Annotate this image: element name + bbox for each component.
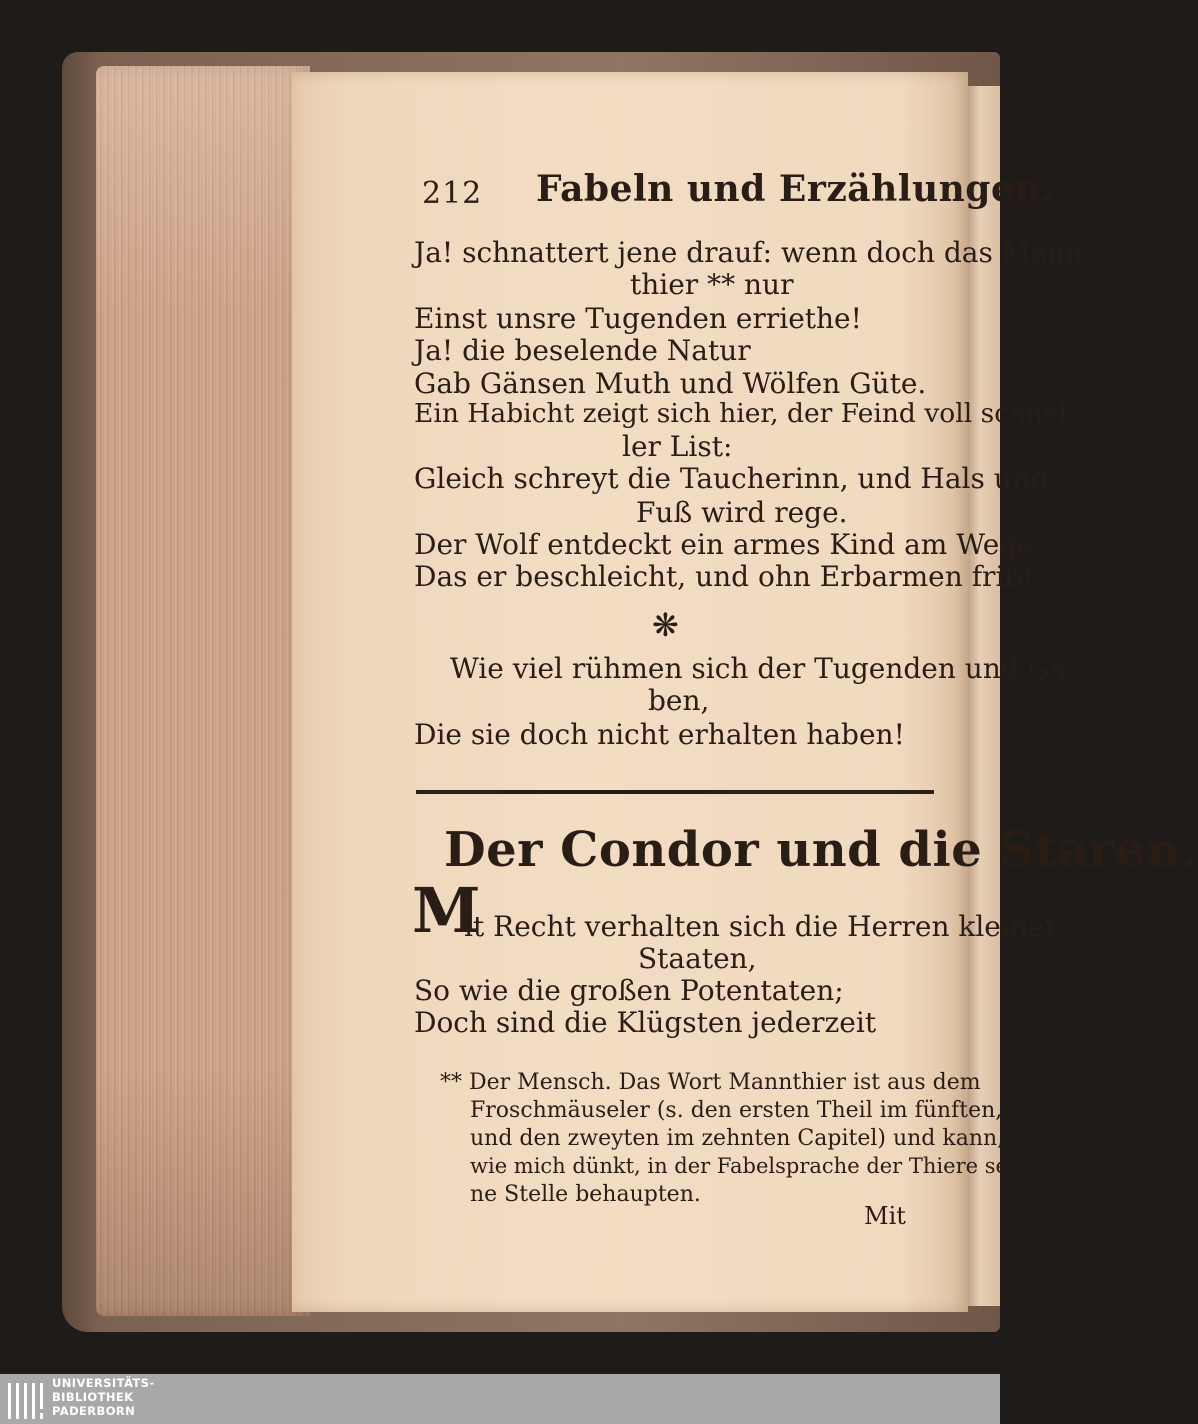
library-name-line: PADERBORN [52,1404,136,1418]
poem-line: Gleich schreyt die Taucherinn, und Hals und [414,462,1048,495]
library-name-line: UNIVERSITÄTS- [52,1376,155,1390]
page-number: 212 [422,176,483,211]
facing-page-edge [966,86,1000,1306]
footnote-line: Froschmäuseler (s. den ersten Theil im fünften, [470,1098,1003,1123]
page-edges-shade [96,66,310,1316]
poem-line: Doch sind die Klügsten jederzeit [414,1006,877,1039]
footnote-line: und den zweyten im zehnten Capitel) und kann, [470,1126,1005,1151]
ornament-icon: ❋ [652,606,679,644]
moral-line: ben, [648,684,710,717]
library-name-line: BIBLIOTHEK [52,1390,134,1404]
library-name [52,1376,154,1418]
section-title: Der Condor und die Staren. [444,822,1198,878]
poem-line: Der Wolf entdeckt ein armes Kind am Wege, [414,528,1043,561]
footnote-line: ne Stelle behaupten. [470,1182,701,1207]
catchword: Mit [864,1202,906,1230]
poem-line: Fuß wird rege. [636,496,848,529]
poem-line: Ja! schnattert jene drauf: wenn doch das Mann- [414,236,1093,269]
poem-line: it Recht verhalten sich die Herren kleiner [464,910,1058,943]
library-logo-icon [4,1377,48,1421]
poem-line: ler List: [622,430,733,463]
poem-line: Gab Gänsen Muth und Wölfen Güte. [414,367,927,400]
drop-cap: M [412,874,481,947]
poem-line: thier ** nur [630,268,794,301]
running-title: Fabeln und Erzählungen. [536,168,1055,210]
footnote-line: wie mich dünkt, in der Fabelsprache der Thiere sei- [470,1154,1022,1178]
moral-line: Wie viel rühmen sich der Tugenden und Ga- [450,652,1077,685]
poem-line: Einst unsre Tugenden erriethe! [414,302,862,335]
poem-line: Ein Habicht zeigt sich hier, der Feind voll schnel- [414,398,1077,429]
footnote-line: ** Der Mensch. Das Wort Mannthier ist aus dem [440,1070,981,1095]
poem-line: Ja! die beselende Natur [414,334,751,367]
poem-line: Staaten, [638,942,757,975]
poem-line: So wie die großen Potentaten; [414,974,844,1007]
poem-line: Das er beschleicht, und ohn Erbarmen frißt. [414,560,1044,593]
moral-line: Die sie doch nicht erhalten haben! [414,718,905,751]
section-divider [416,790,934,794]
